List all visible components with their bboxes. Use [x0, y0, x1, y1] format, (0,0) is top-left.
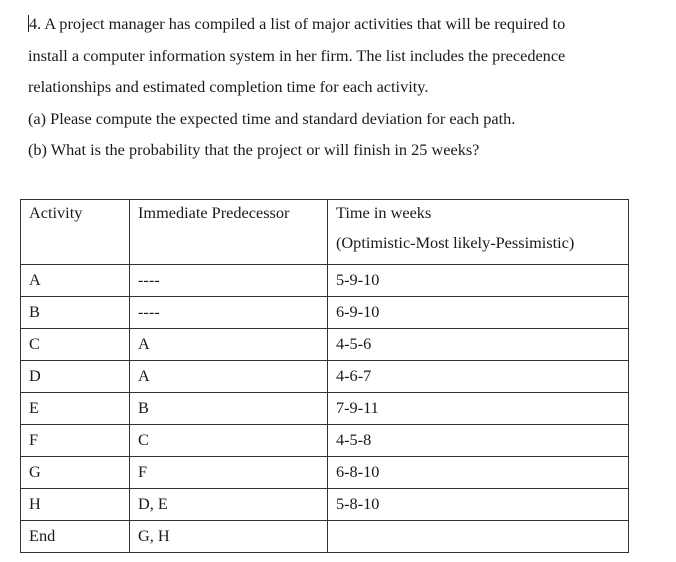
cell-predecessor: C — [130, 425, 328, 457]
question-part-a — [28, 103, 658, 135]
cell-time — [328, 521, 629, 553]
question-line-text: (b) What is the probability that the project or will finish in 25 weeks? — [28, 140, 480, 159]
cell-time: 5-8-10 — [328, 489, 629, 521]
table-row — [21, 265, 629, 297]
cell-time: 6-9-10 — [328, 297, 629, 329]
table-row — [21, 393, 629, 425]
question-line — [28, 8, 658, 40]
cell-time: 4-5-6 — [328, 329, 629, 361]
table-row — [21, 361, 629, 393]
cell-time: 5-9-10 — [328, 265, 629, 297]
cell-predecessor: G, H — [130, 521, 328, 553]
header-time-line1: Time in weeks — [336, 203, 432, 222]
cell-predecessor: A — [130, 361, 328, 393]
question-line-text: relationships and estimated completion time for each activity. — [28, 77, 429, 96]
cell-time: 6-8-10 — [328, 457, 629, 489]
table-row — [21, 521, 629, 553]
cell-activity: B — [21, 297, 130, 329]
cell-activity: End — [21, 521, 130, 553]
question-line — [28, 40, 658, 72]
cell-activity: H — [21, 489, 130, 521]
question-line — [28, 71, 658, 103]
cell-activity: E — [21, 393, 130, 425]
cell-time: 7-9-11 — [328, 393, 629, 425]
cell-activity: A — [21, 265, 130, 297]
cell-activity: C — [21, 329, 130, 361]
cell-predecessor: ---- — [130, 265, 328, 297]
question-line-text: 4. A project manager has compiled a list of major activities that will be required to — [29, 14, 566, 33]
cell-time: 4-6-7 — [328, 361, 629, 393]
table-header-row — [21, 200, 629, 265]
question-text — [28, 8, 658, 166]
header-time-line2: (Optimistic-Most likely-Pessimistic) — [336, 233, 575, 252]
cell-predecessor: F — [130, 457, 328, 489]
table-row — [21, 425, 629, 457]
table-row — [21, 297, 629, 329]
cell-activity: F — [21, 425, 130, 457]
header-activity: Activity — [21, 200, 130, 265]
activity-table — [20, 199, 629, 553]
header-time — [328, 200, 629, 265]
cell-activity: G — [21, 457, 130, 489]
table-row — [21, 329, 629, 361]
question-line-text: (a) Please compute the expected time and standard deviation for each path. — [28, 108, 516, 128]
question-line-text: install a computer information system in her firm. The list includes the precedence — [28, 45, 566, 65]
cell-predecessor: A — [130, 329, 328, 361]
header-predecessor: Immediate Predecessor — [130, 200, 328, 265]
table-row — [21, 489, 629, 521]
cell-predecessor: ---- — [130, 297, 328, 329]
question-part-b — [28, 134, 658, 166]
cell-predecessor: D, E — [130, 489, 328, 521]
cell-activity: D — [21, 361, 130, 393]
table-row — [21, 457, 629, 489]
cell-predecessor: B — [130, 393, 328, 425]
cell-time: 4-5-8 — [328, 425, 629, 457]
